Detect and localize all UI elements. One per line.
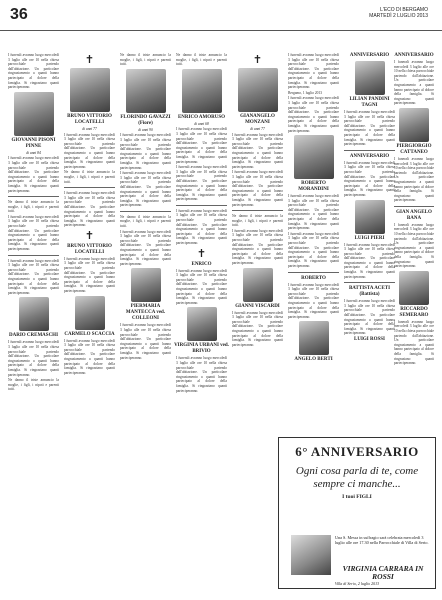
notice-text: I funerali avranno luogo mercoledì 3 luglio alle ore 10 nella chiesa parrocchiale partendo dall'abitazione. Un particolare ringraziamento a quanti hanno partecipato al dolore della famiglia. Si ringraziano quanti parteciperanno. [64, 191, 115, 228]
notice-text: I funerali avranno luogo mercoledì 3 luglio alle ore 10 nella chiesa parrocchiale partendo dall'abitazione. Un particolare ringraziamento a quanti hanno partecipato al dolore della famiglia. Si ringraziano quanti parteciperanno. [344, 110, 395, 147]
divider [120, 211, 171, 212]
deceased-name: ROBERTO MORANDINI [298, 181, 329, 193]
deceased-name: BATTISTA ACETI (Battista) [348, 286, 391, 298]
deceased-age: di anni 84 [26, 150, 41, 155]
anniversary-label: ANNIVERSARIO [349, 53, 390, 58]
deceased-photo [70, 68, 110, 112]
deceased-name: CARMELO SCACCIA [64, 331, 115, 337]
anniversary-label: ANNIVERSARIO [394, 53, 434, 58]
deceased-name: LUIGI ROSSI [354, 337, 385, 342]
divider [288, 272, 339, 273]
deceased-name: RICCARDO SEMERARO [399, 306, 429, 318]
deceased-age: di anni 90 [138, 127, 153, 132]
notice-text: I funerali avranno luogo mercoledì 3 luglio alle ore 10 nella chiesa parrocchiale partendo dall'abitazione. Un particolare ringraziamento a quanti hanno partecipato al dolore della famiglia. Si ringraziano quanti parteciperanno. [8, 340, 59, 377]
notice-text: I funerali avranno luogo mercoledì 3 luglio alle ore 10 nella chiesa parrocchiale partendo dall'abitazione. Un particolare ringraziamento a quanti hanno partecipato al dolore della famiglia. Si ringraziano quanti parteciperanno. [232, 170, 283, 207]
anniversary-footer: Villa di Serio, 2 luglio 2013 [334, 581, 380, 586]
deceased-name: ANGELO BERTI [294, 357, 333, 363]
cross-icon: ✝ [84, 54, 95, 66]
deceased-photo [399, 108, 429, 142]
column-8 [392, 52, 436, 367]
divider [344, 282, 395, 283]
deceased-photo [126, 69, 166, 113]
notice-text: I funerali avranno luogo mercoledì 3 luglio alle ore 10 nella chiesa parrocchiale partendo dall'abitazione. Un particolare ringraziamento a quanti hanno partecipato al dolore della famiglia. Si ringraziano quanti parteciperanno. [288, 194, 339, 231]
anniversary-message: Una S. Messa in suffragio sarà celebrata mercoledì 3 luglio alle ore 17.30 nella Parrocchiale di Villa di Serio. [335, 535, 429, 546]
cross-icon: ✝ [196, 247, 207, 260]
notice-text: I funerali avranno luogo mercoledì 3 luglio alle ore 10 nella chiesa parrocchiale partendo dall'abitazione. Un particolare ringraziamento a quanti hanno partecipato al dolore della famiglia. Si ringraziano quanti parteciperanno. [394, 60, 435, 106]
notice-text: I funerali avranno luogo mercoledì 3 luglio alle ore 10 nella chiesa parrocchiale partendo dall'abitazione. Un particolare ringraziamento a quanti hanno partecipato al dolore della famiglia. Si ringraziano quanti parteciperanno. [176, 165, 227, 202]
notice-text: I funerali avranno luogo mercoledì 3 luglio alle ore 10 nella chiesa parrocchiale partendo dall'abitazione. Un particolare ringraziamento a quanti hanno partecipato al dolore della famiglia. Si ringraziano quanti parteciperanno. [232, 310, 283, 347]
notice-text: I funerali avranno luogo mercoledì 3 luglio alle ore 10 nella chiesa parrocchiale partendo dall'abitazione. Un particolare ringraziamento a quanti hanno partecipato al dolore della famiglia. Si ringraziano quanti parteciperanno. [176, 127, 227, 164]
deceased-name: BRUNO VITTORIO LOCATELLI [67, 114, 112, 125]
notice-text: I funerali avranno luogo mercoledì 3 luglio alle ore 10 nella chiesa parrocchiale partendo dall'abitazione. Un particolare ringraziamento a quanti hanno partecipato al dolore della famiglia. Si ringraziano quanti parteciperanno. [176, 208, 227, 246]
notice-text: I funerali avranno luogo mercoledì 3 luglio alle ore 10 nella chiesa parrocchiale partendo dall'abitazione. Un particolare ringraziamento a quanti hanno partecipato al dolore della famiglia. Si ringraziano quanti parteciperanno. [288, 282, 339, 319]
notice-text: Bergamo, 1 luglio 2013 [288, 90, 323, 95]
notice-text: I funerali avranno luogo mercoledì 3 luglio alle ore 10 nella chiesa parrocchiale partendo dall'abitazione. Un particolare ringraziamento a quanti hanno partecipato al dolore della famiglia. Si ringraziano quanti parteciperanno. [64, 256, 115, 294]
deceased-photo [182, 69, 222, 113]
deceased-photo [243, 268, 273, 302]
notice-text: I funerali avranno luogo mercoledì 3 luglio alle ore 10 nella chiesa parrocchiale partendo dall'abitazione. Un particolare ringraziamento a quanti hanno partecipato al dolore della famiglia. Si ringraziano quanti parteciperanno. [394, 319, 435, 366]
notice-text: I funerali avranno luogo mercoledì 3 luglio alle ore 10 nella chiesa parrocchiale partendo dall'abitazione. Un particolare ringraziamento a quanti hanno partecipato al dolore della famiglia. Si ringraziano quanti parteciperanno. [8, 214, 59, 252]
notice-text: I funerali avranno luogo mercoledì 3 luglio alle ore 10 nella chiesa parrocchiale partendo dall'abitazione. Un particolare ringraziamento a quanti hanno partecipato al dolore della famiglia. Si ringraziano quanti parteciperanno. [8, 156, 59, 193]
newspaper-masthead [369, 7, 428, 19]
deceased-name: ENRICO AMORUSO [177, 114, 226, 120]
notice-text: I funerali avranno luogo mercoledì 3 luglio alle ore 10 nella chiesa parrocchiale partendo dall'abitazione. Un particolare ringraziamento a quanti hanno partecipato al dolore della famiglia. Si ringraziano quanti parteciperanno. [232, 228, 283, 266]
newspaper-date: MARTEDÌ 2 LUGLIO 2013 [369, 13, 428, 19]
deceased-name: GIANNI VISCARDI [235, 303, 280, 309]
deceased-photo [294, 135, 334, 179]
column-6 [286, 52, 341, 364]
notice-text: I funerali avranno luogo mercoledì 3 luglio alle ore 10 nella chiesa parrocchiale partendo dall'abitazione. Un particolare ringraziamento a quanti hanno partecipato al dolore della famiglia. Si ringraziano quanti parteciperanno. [288, 96, 339, 133]
notice-text: I funerali avranno luogo mercoledì 3 luglio alle ore 10 nella chiesa parrocchiale partendo dall'abitazione. Un particolare ringraziamento a quanti hanno partecipato al dolore della famiglia. Si ringraziano quanti parteciperanno. [232, 132, 283, 169]
deceased-name: LUIGI PIERI [354, 235, 385, 241]
deceased-photo [299, 321, 329, 355]
anniversary-quote: Ogni cosa parla di te, come sempre ci manche... [295, 465, 419, 490]
anniversary-signature: I tuoi FIGLI [342, 494, 372, 500]
notice-text: I funerali avranno luogo mercoledì 3 luglio alle ore 10 nella chiesa parrocchiale partendo dall'abitazione. Un particolare ringraziamento a quanti hanno partecipato al dolore della famiglia. Si ringraziano quanti parteciperanno. [120, 171, 171, 208]
deceased-name: GIOVANNI PISONI PINNE [11, 137, 56, 149]
deceased-photo [399, 271, 429, 305]
column-1 [6, 52, 61, 393]
deceased-name: DARIO CREMASCHI [8, 333, 59, 339]
notice-text: Ne danno il triste annuncio la moglie, i figli, i nipoti e parenti tutti. [120, 214, 171, 229]
anniversary-title: 6° ANNIVERSARIO [295, 444, 419, 459]
page-header [0, 0, 442, 31]
notice-text: I funerali avranno luogo mercoledì 3 luglio alle ore 10 nella chiesa parrocchiale partendo dall'abitazione. Un particolare ringraziamento a quanti hanno partecipato al dolore della famiglia. Si ringraziano quanti parteciperanno. [288, 231, 339, 268]
deceased-name: PIERMARIA MANTECCA ved. COLLEONI [125, 304, 166, 322]
notice-text: I funerali avranno luogo mercoledì 3 luglio alle ore 10 nella chiesa parrocchiale partendo dall'abitazione. Un particolare ringraziamento a quanti hanno partecipato al dolore della famiglia. Si ringraziano quanti parteciperanno. [344, 160, 395, 197]
column-7 [342, 52, 397, 344]
deceased-photo [238, 68, 278, 112]
notice-text: I funerali avranno luogo mercoledì 3 luglio alle ore 10 nella chiesa parrocchiale partendo dall'abitazione. Un particolare ringraziamento a quanti hanno partecipato al dolore della famiglia. Si ringraziano quanti parteciperanno. [120, 229, 171, 266]
deceased-photo [291, 535, 331, 575]
deceased-name: VIRGINIA URBANI ved. BRIVIO [174, 343, 229, 355]
deceased-age: di anni 77 [82, 127, 97, 131]
anniversary-label: ANNIVERSARIO [349, 153, 390, 159]
newspaper-name: L'ECO DI BERGAMO [380, 7, 428, 13]
deceased-photo [355, 200, 385, 234]
notice-text: Ne danno il triste annuncio la moglie, i figli, i nipoti e parenti tutti. [8, 378, 59, 392]
notice-text: I funerali avranno luogo mercoledì 3 luglio alle ore 10 nella chiesa parrocchiale partendo dall'abitazione. Un particolare ringraziamento a quanti hanno partecipato al dolore della famiglia. Si ringraziano quanti parteciperanno. [8, 258, 59, 295]
notice-text: I funerali avranno luogo mercoledì 3 luglio alle ore 10 nella chiesa parrocchiale partendo dall'abitazione. Un particolare ringraziamento a quanti hanno partecipato al dolore della famiglia. Si ringraziano quanti parteciperanno. [344, 299, 395, 336]
notice-text: I funerali avranno luogo mercoledì 3 luglio alle ore 10 nella chiesa parrocchiale partendo dall'abitazione. Un particolare ringraziamento a quanti hanno partecipato al dolore della famiglia. Si ringraziano quanti parteciperanno. [120, 323, 171, 360]
notice-text: I funerali avranno luogo mercoledì 3 luglio alle ore 10 nella chiesa parrocchiale partendo dall'abitazione. Un particolare ringraziamento a quanti hanno partecipato al dolore della famiglia. Si ringraziano quanti parteciperanno. [394, 222, 435, 269]
deceased-photo [131, 268, 161, 302]
notice-text: Ne danno il triste annuncio la moglie, i figli, i nipoti e parenti tutti. [176, 53, 227, 67]
deceased-name: BRUNO VITTORIO LOCATELLI [67, 243, 112, 255]
deceased-name: LILIAN PANDINI TAGNI [349, 97, 390, 108]
notice-text: I funerali avranno luogo mercoledì 3 luglio alle ore 10 nella chiesa parrocchiale partendo dall'abitazione. Un particolare ringraziamento a quanti hanno partecipato al dolore della famiglia. Si ringraziano quanti parteciperanno. [176, 268, 227, 305]
column-3 [118, 52, 173, 361]
cross-icon: ✝ [252, 54, 263, 66]
deceased-name: ROBERTO [301, 275, 326, 281]
notice-text: Ne danno il triste annuncio la moglie, i figli, i nipoti e parenti tutti. [232, 214, 283, 228]
divider [8, 255, 59, 256]
divider [176, 205, 227, 206]
page-number: 36 [10, 6, 28, 23]
deceased-name: GIAN ANGELO BANA [396, 209, 432, 221]
cross-icon: ✝ [84, 229, 95, 242]
divider [394, 206, 434, 207]
deceased-age: di anni 77 [250, 127, 265, 131]
divider [64, 187, 115, 188]
deceased-photo [187, 307, 217, 341]
notice-text: I funerali avranno luogo mercoledì 3 luglio alle ore 10 nella chiesa parrocchiale partendo dall'abitazione. Un particolare ringraziamento a quanti hanno partecipato al dolore della famiglia. Si ringraziano quanti parteciperanno. [8, 53, 59, 90]
divider [8, 196, 59, 197]
notice-text: Ne danno il triste annuncio la moglie, i figli, i nipoti e parenti tutti. [120, 53, 171, 67]
notice-text: Ne danno il triste annuncio la moglie, i figli, i nipoti e parenti tutti. [64, 170, 115, 184]
deceased-photo [75, 296, 105, 330]
divider [232, 210, 283, 211]
notice-text: I funerali avranno luogo mercoledì 3 luglio alle ore 10 nella chiesa parrocchiale partendo dall'abitazione. Un particolare ringraziamento a quanti hanno partecipato al dolore della famiglia. Si ringraziano quanti parteciperanno. [176, 356, 227, 393]
deceased-photo [14, 92, 54, 136]
deceased-name: GIANANGELO MONZANI [240, 114, 275, 125]
notice-text: I funerali avranno luogo mercoledì 3 luglio alle ore 10 nella chiesa parrocchiale partendo dall'abitazione. Un particolare ringraziamento a quanti hanno partecipato al dolore della famiglia. Si ringraziano quanti parteciperanno. [288, 53, 339, 90]
deceased-photo [19, 297, 49, 331]
notice-text: I funerali avranno luogo mercoledì 3 luglio alle ore 10 nella chiesa parrocchiale partendo dall'abitazione. Un particolare ringraziamento a quanti hanno partecipato al dolore della famiglia. Si ringraziano quanti parteciperanno. [394, 156, 435, 203]
deceased-name: FLORINDO GAVAZZI (Fiore) [120, 114, 171, 126]
column-4 [174, 52, 229, 394]
anniversary-notice [278, 437, 436, 589]
deceased-name: PIERGIORGIO CATTANEO [396, 143, 432, 155]
notice-text: I funerali avranno luogo mercoledì 3 luglio alle ore 10 nella chiesa parrocchiale partendo dall'abitazione. Un particolare ringraziamento a quanti hanno partecipato al dolore della famiglia. Si ringraziano quanti parteciperanno. [64, 338, 115, 375]
notice-text: I funerali avranno luogo mercoledì 3 luglio alle ore 10 nella chiesa parrocchiale partendo dall'abitazione. Un particolare ringraziamento a quanti hanno partecipato al dolore della famiglia. Si ringraziano quanti parteciperanno. [344, 242, 395, 279]
notice-text: Ne danno il triste annuncio la moglie, i figli, i nipoti e parenti tutti. [8, 200, 59, 214]
notice-text: I funerali avranno luogo mercoledì 3 luglio alle ore 10 nella chiesa parrocchiale partendo dall'abitazione. Un particolare ringraziamento a quanti hanno partecipato al dolore della famiglia. Si ringraziano quanti parteciperanno. [120, 133, 171, 170]
deceased-name: ENRICO [191, 261, 212, 267]
divider [344, 150, 395, 151]
column-2 [62, 52, 117, 376]
column-5 [230, 52, 285, 348]
deceased-age: di anni 68 [194, 121, 209, 126]
anniversary-name: VIRGINIA CARRARA IN ROSSI [342, 564, 424, 581]
deceased-photo [355, 61, 385, 95]
notice-text: I funerali avranno luogo mercoledì 3 luglio alle ore 10 nella chiesa parrocchiale partendo dall'abitazione. Un particolare ringraziamento a quanti hanno partecipato al dolore della famiglia. Si ringraziano quanti parteciperanno. [64, 132, 115, 169]
